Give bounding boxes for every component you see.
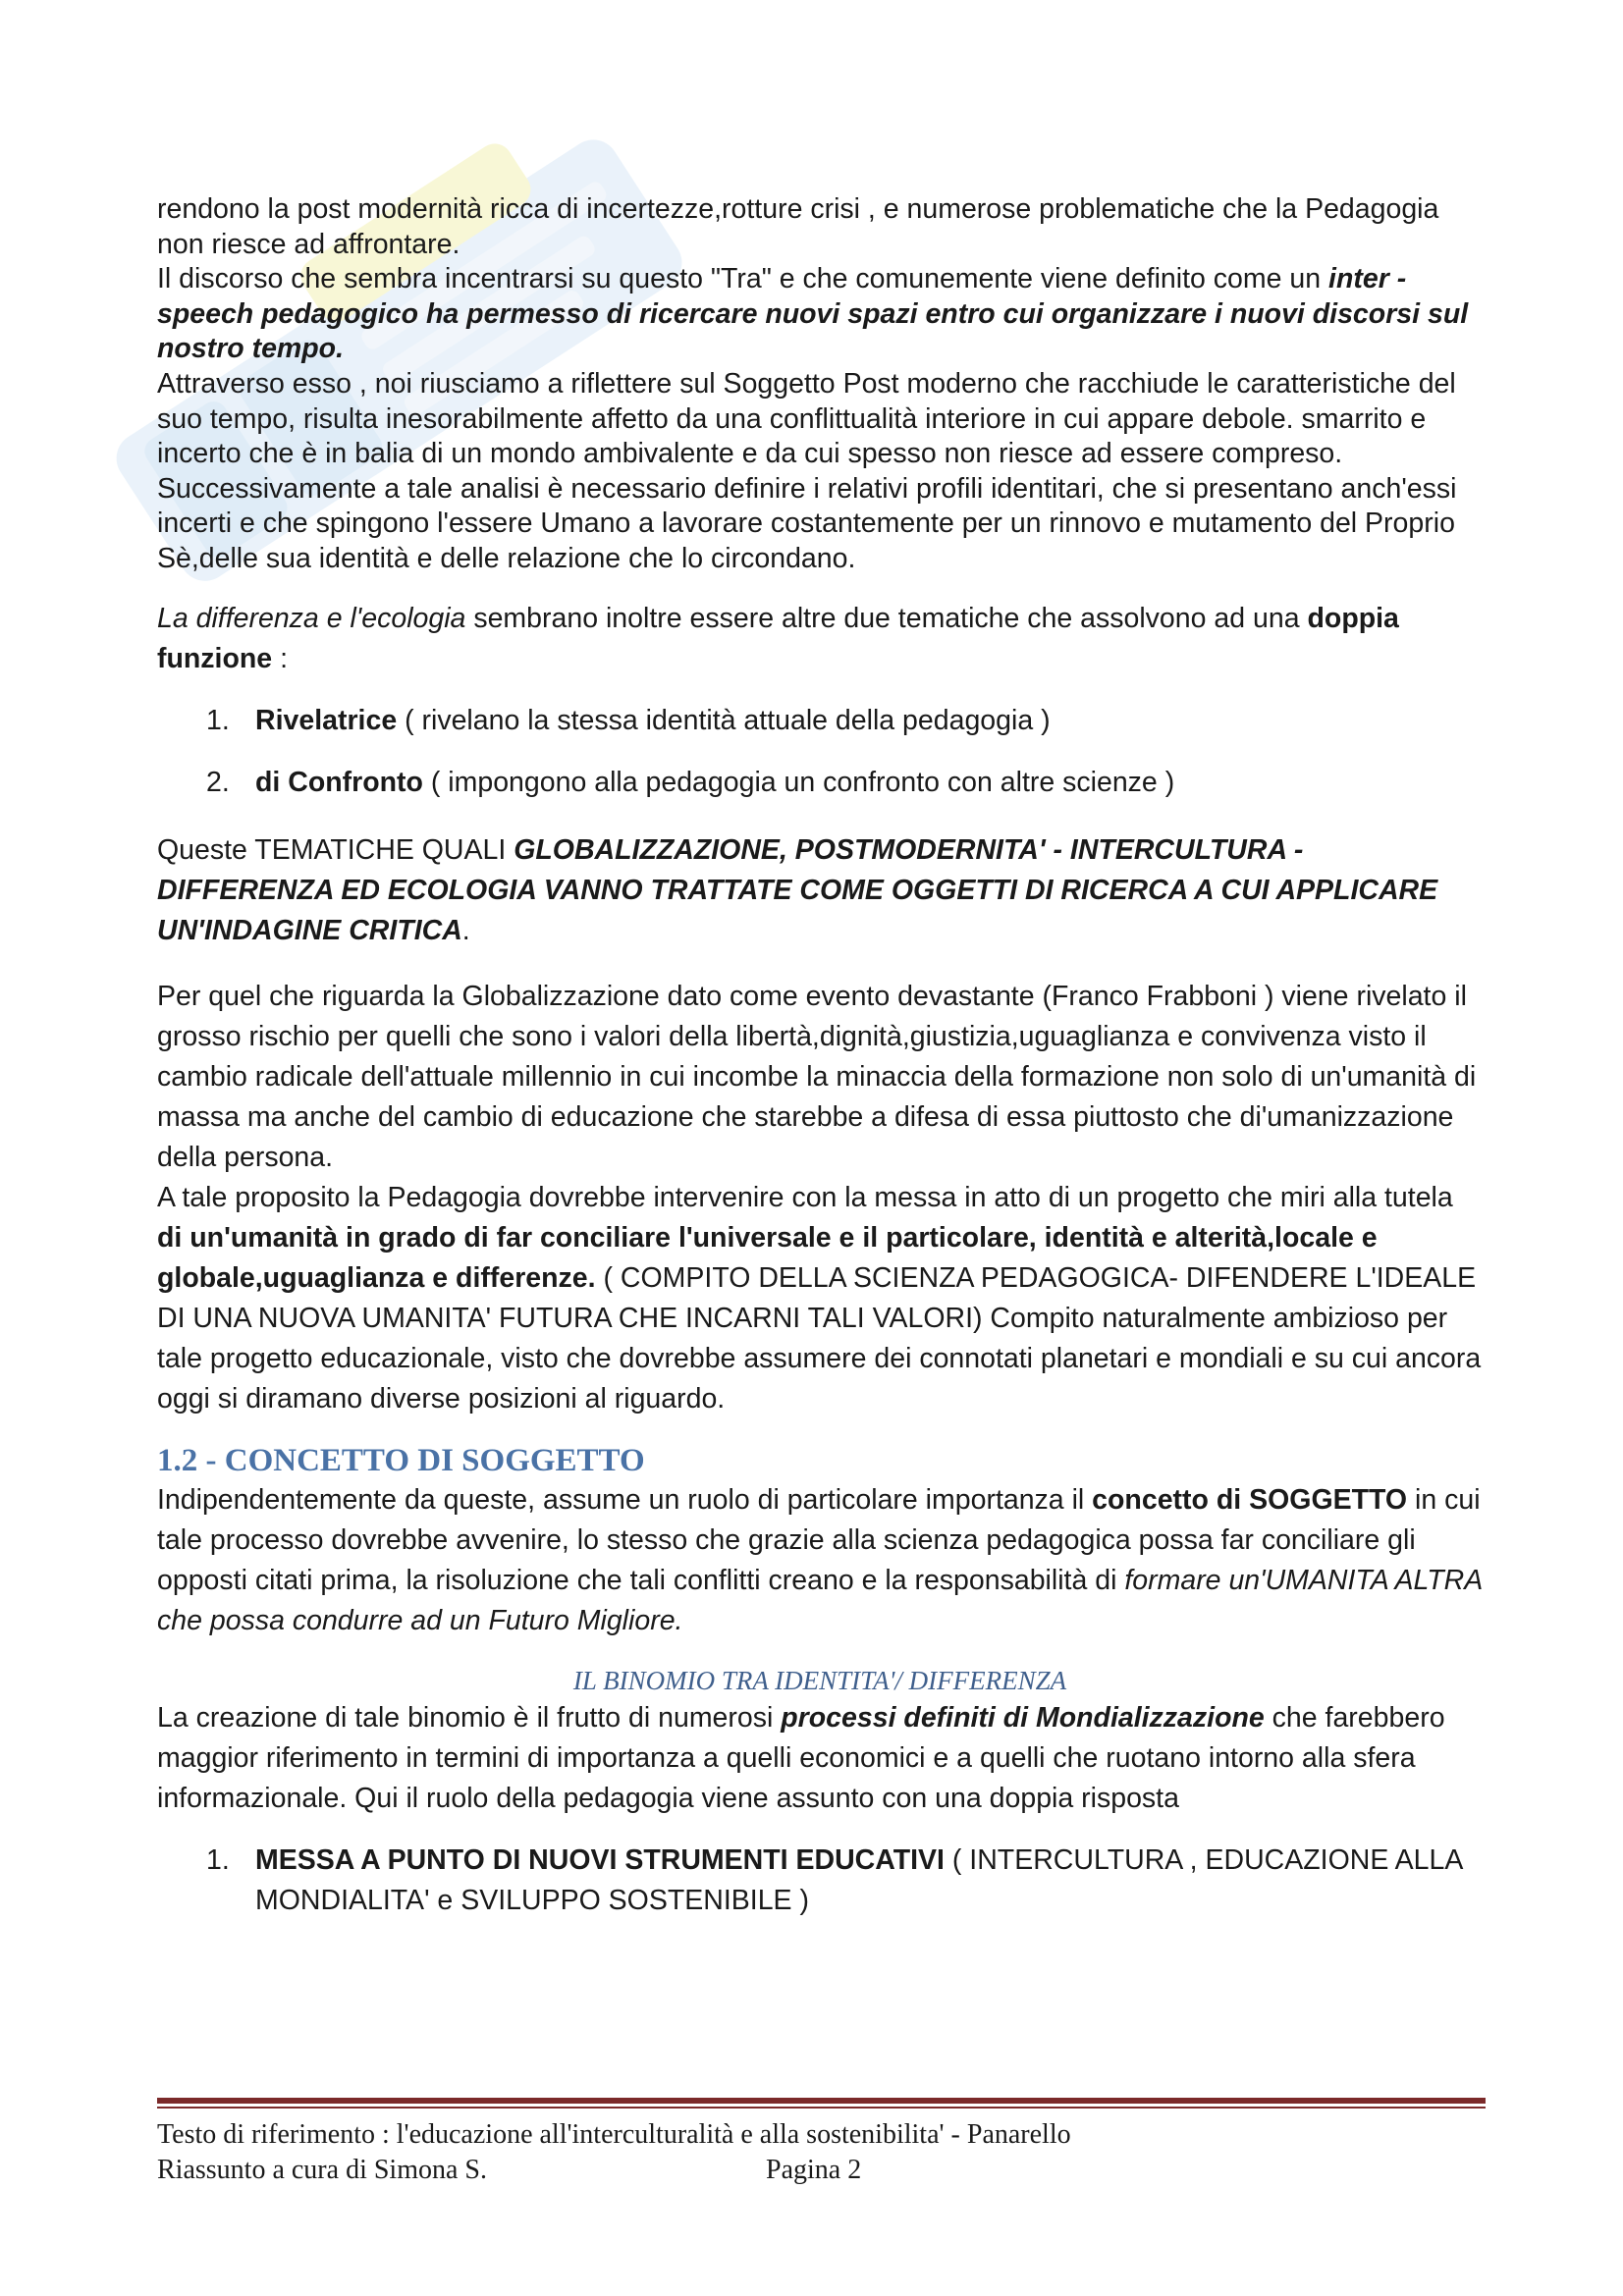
paragraph: La creazione di tale binomio è il frutto di numerosi processi definiti di Mondializzazione che farebbero maggior riferimento in termini di importanza a quelli economici e a quelli che ruotano intorno alla sfera informazionale. Qui il ruolo della pedagogia viene assunto con una doppia risposta [157,1701,1445,1814]
page-footer [157,2117,1486,2188]
list-item: 2. di Confronto ( impongono alla pedagogia un confronto con altre scienze ) [206,766,1175,798]
section-heading: 1.2 - CONCETTO DI SOGGETTO [157,1442,645,1478]
subsection-heading: IL BINOMIO TRA IDENTITA'/ DIFFERENZA [572,1665,1067,1695]
footer-reference: Testo di riferimento : l'educazione all'interculturalità e alla sostenibilita' - Panarello [157,2119,1071,2150]
paragraph: Indipendentemente da queste, assume un ruolo di particolare importanza il concetto di SOGGETTO in cui tale processo dovrebbe avvenire, lo stesso che grazie alla scienza pedagogica possa far conciliare gli opposti citati prima, la risoluzione che tali conflitti creano e la responsabilità di formare un'UMANITA ALTRA che possa condurre ad un Futuro Migliore. [157,1483,1483,1636]
document-body [157,192,1483,1921]
paragraph: Per quel che riguarda la Globalizzazione dato come evento devastante (Franco Frabboni ) viene rivelato il grosso rischio per quelli che sono i valori della libertà,dignità,giustizia,uguaglianza e convivenza visto il cambio radicale dell'attuale millennio in cui incombe la minaccia della formazione non solo di un'umanità di massa ma anche del cambio di educazione che starebbe a difesa di essa piuttosto che di'umanizzazione della persona. [157,980,1477,1173]
paragraph: La differenza e l'ecologia sembrano inoltre essere altre due tematiche che assolvono ad una doppia funzione : [157,602,1399,674]
paragraph: Il discorso che sembra incentrarsi su questo "Tra" e che comunemente viene definito come un inter -speech pedagogico ha permesso di ricercare nuovi spazi entro cui organizzare i nuovi discorsi sul nostro tempo. [157,263,1469,365]
paragraph: rendono la post modernità ricca di incertezze,rotture crisi , e numerose problematiche che la Pedagogia non riesce ad affrontare. [157,193,1439,260]
function-list [157,701,1483,803]
list-item: 1. Rivelatrice ( rivelano la stessa identità attuale della pedagogia ) [206,704,1051,736]
paragraph: Successivamente a tale analisi è necessario definire i relativi profili identitari, che si presentano anch'essi incerti e che spingono l'essere Umano a lavorare costantemente per un rinnovo e mutamento del Proprio Sè,delle sua identità e delle relazione che lo circondano. [157,472,1457,574]
paragraph: Queste TEMATICHE QUALI GLOBALIZZAZIONE, POSTMODERNITA' - INTERCULTURA - DIFFERENZA ED ECOLOGIA VANNO TRATTATE COME OGGETTI DI RICERCA A CUI APPLICARE UN'INDAGINE CRITICA. [157,833,1438,946]
paragraph: A tale proposito la Pedagogia dovrebbe intervenire con la messa in atto di un progetto che miri alla tutela di un'umanità in grado di far conciliare l'universale e il particolare, identità e alterità,locale e globale,uguaglianza e differenze. ( COMPITO DELLA SCIENZA PEDAGOGICA- DIFENDERE L'IDEALE DI UNA NUOVA UMANITA' FUTURA CHE INCARNI TALI VALORI) Compito naturalmente ambizioso per tale progetto educazionale, visto che dovrebbe assumere dei connotati planetari e mondiali e su cui ancora oggi si diramano diverse posizioni al riguardo. [157,1181,1482,1415]
footer-author: Riassunto a cura di Simona S. [157,2155,487,2185]
response-list [157,1841,1483,1921]
page-number: Pagina 2 [766,2155,862,2185]
footer-rule [157,2098,1486,2109]
paragraph: Attraverso esso , noi riusciamo a riflettere sul Soggetto Post moderno che racchiude le caratteristiche del suo tempo, risulta inesorabilmente affetto da una conflittualità interiore in cui appare debole. smarrito e incerto che è in balia di un mondo ambivalente e da cui spesso non riesce ad essere compreso. [157,367,1456,470]
list-item: 1. MESSA A PUNTO DI NUOVI STRUMENTI EDUCATIVI ( INTERCULTURA , EDUCAZIONE ALLA MONDIALITA' e SVILUPPO SOSTENIBILE ) [206,1843,1462,1916]
